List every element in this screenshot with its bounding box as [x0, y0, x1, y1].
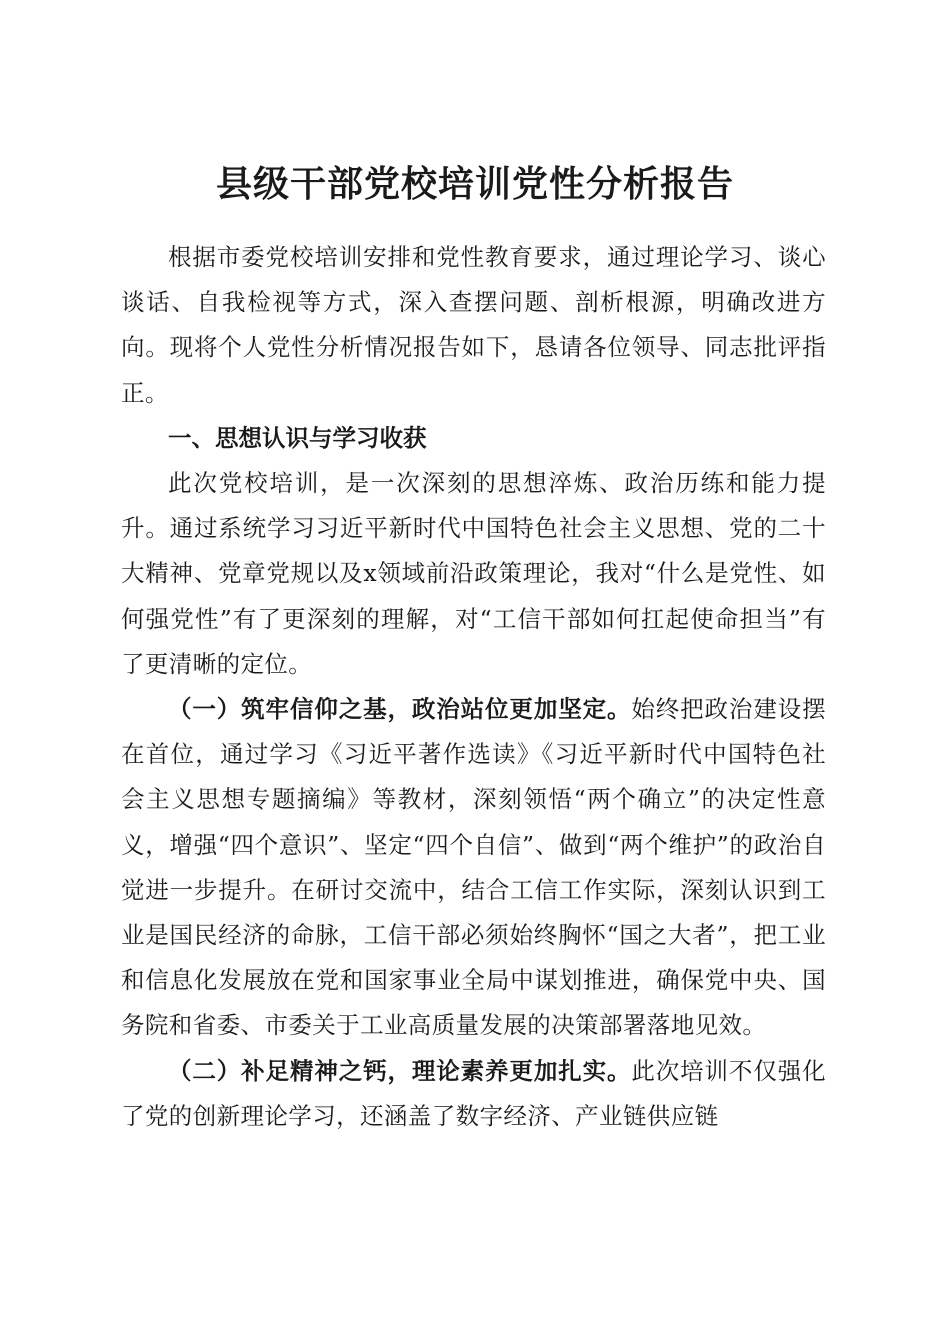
- intro-paragraph: 根据市委党校培训安排和党性教育要求，通过理论学习、谈心谈话、自我检视等方式，深入查摆问题、剖析根源，明确改进方向。现将个人党性分析情况报告如下，恳请各位领导、同志批评指正。: [121, 243, 826, 407]
- subsection-lead-2: （二）补足精神之钙，理论素养更加扎实。: [168, 1056, 632, 1085]
- document-title: 县级干部党校培训党性分析报告: [215, 164, 734, 206]
- subsection-lead-1: （一）筑牢信仰之基，政治站位更加坚定。: [168, 695, 632, 724]
- section-paragraph: 此次党校培训，是一次深刻的思想淬炼、政治历练和能力提升。通过系统学习习近平新时代中国特色社会主义思想、党的二十大精神、党章党规以及x领域前沿政策理论，我对“什么是党性、如何强党性”有了更深刻的理解，对“工信干部如何扛起使命担当”有了更清晰的定位。: [121, 469, 826, 678]
- document-body: [121, 235, 826, 1139]
- section-heading: 一、思想认识与学习收获: [168, 423, 427, 452]
- subsection-paragraph-1: [121, 687, 826, 1049]
- subsection-paragraph-2: [121, 1049, 826, 1139]
- subsection-text-1: 始终把政治建设摆在首位，通过学习《习近平著作选读》《习近平新时代中国特色社会主义思想专题摘编》等教材，深刻领悟“两个确立”的决定性意义，增强“四个意识”、坚定“四个自信”、做到“两个维护”的政治自觉进一步提升。在研讨交流中，结合工信工作实际，深刻认识到工业是国民经济的命脉，工信干部必须始终胸怀“国之大者”，把工业和信息化发展放在党和国家事业全局中谋划推进，确保党中央、国务院和省委、市委关于工业高质量发展的决策部署落地见效。: [121, 695, 826, 1040]
- subsection-text-2: 此次培训不仅强化了党的创新理论学习，还涵盖了数字经济、产业链供应链: [121, 1056, 826, 1130]
